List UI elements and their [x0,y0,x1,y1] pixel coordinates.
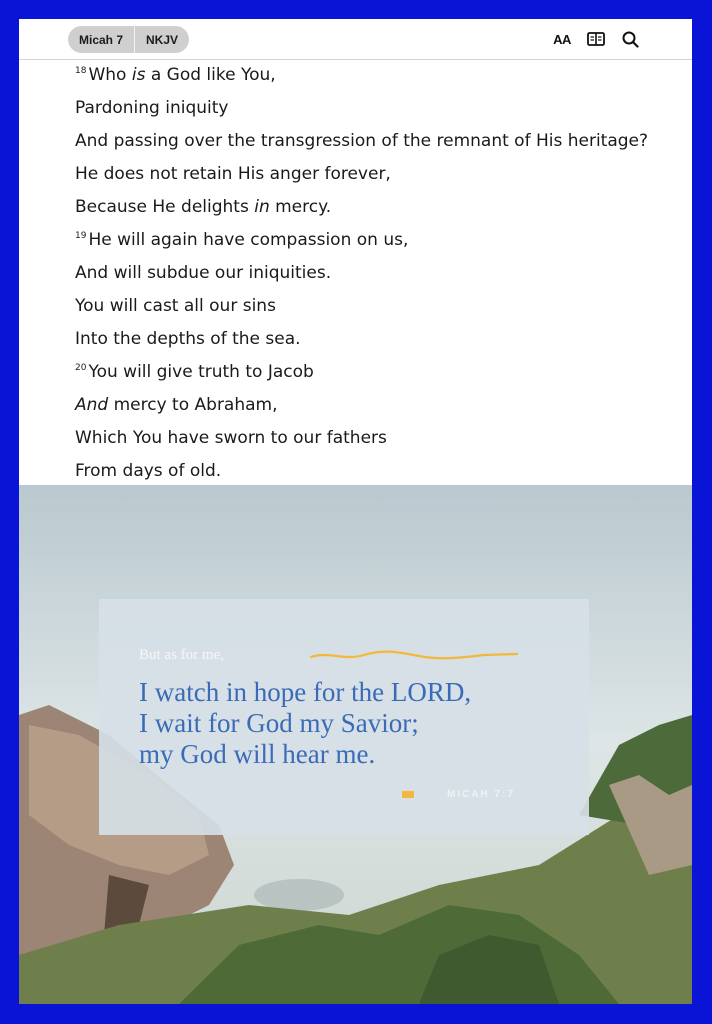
text-size-label: AA [553,31,571,47]
verse-text: a God like You, [145,65,276,85]
italic-text: is [131,65,146,85]
quote-text [139,677,579,770]
reference-selector [68,26,189,53]
italic-text: And [75,395,109,415]
quote-line: I wait for God my Savior; [139,708,419,738]
verse-line[interactable] [75,191,675,224]
quote-intro: But as for me, [139,647,224,663]
verse-text: And will subdue our iniquities. [75,263,332,283]
verse-text: You will cast all our sins [75,296,276,316]
quote-reference: MICAH 7:7 [447,789,516,800]
verse-number: 18 [75,66,87,76]
verse-number: 19 [75,231,87,241]
verse-line[interactable] [75,158,675,191]
version-button[interactable]: NKJV [146,32,179,47]
verse-text: Who [88,65,132,85]
quote-line: my God will hear me. [139,739,376,769]
verse-line[interactable] [75,257,675,290]
verse-line[interactable] [75,290,675,323]
scripture-passage [75,59,675,488]
top-bar [19,19,692,60]
parallel-view-icon[interactable] [586,30,606,48]
search-icon[interactable] [620,30,640,48]
quote-line: I watch in hope for the LORD, [139,677,472,707]
verse-text: Pardoning iniquity [75,98,229,118]
verse-line[interactable] [75,323,675,356]
squiggle-decoration [309,649,519,663]
italic-text: in [254,197,270,217]
book-chapter-button[interactable]: Micah 7 [79,32,124,47]
verse-number: 20 [75,363,87,373]
verse-text: You will give truth to Jacob [88,362,314,382]
verse-text: From days of old. [75,461,222,481]
toolbar [552,30,640,48]
verse-image[interactable] [19,485,692,1004]
verse-line[interactable] [75,455,675,488]
verse-text: Which You have sworn to our fathers [75,428,387,448]
verse-line[interactable] [75,59,675,92]
verse-text: Into the depths of the sea. [75,329,301,349]
verse-text: mercy to Abraham, [108,395,278,415]
verse-text: And passing over the transgression of the remnant of His heritage? [75,131,649,151]
verse-line[interactable] [75,92,675,125]
verse-line[interactable] [75,389,675,422]
text-size-icon[interactable] [552,30,572,48]
verse-line[interactable] [75,224,675,257]
quote-card [99,599,589,835]
verse-text: mercy. [269,197,332,217]
reader-window [19,19,692,1004]
verse-line[interactable] [75,422,675,455]
verse-text: Because He delights [75,197,255,217]
verse-line[interactable] [75,125,675,158]
verse-text: He will again have compassion on us, [88,230,409,250]
verse-text: He does not retain His anger forever, [75,164,391,184]
verse-line[interactable] [75,356,675,389]
reference-marker [402,791,414,798]
